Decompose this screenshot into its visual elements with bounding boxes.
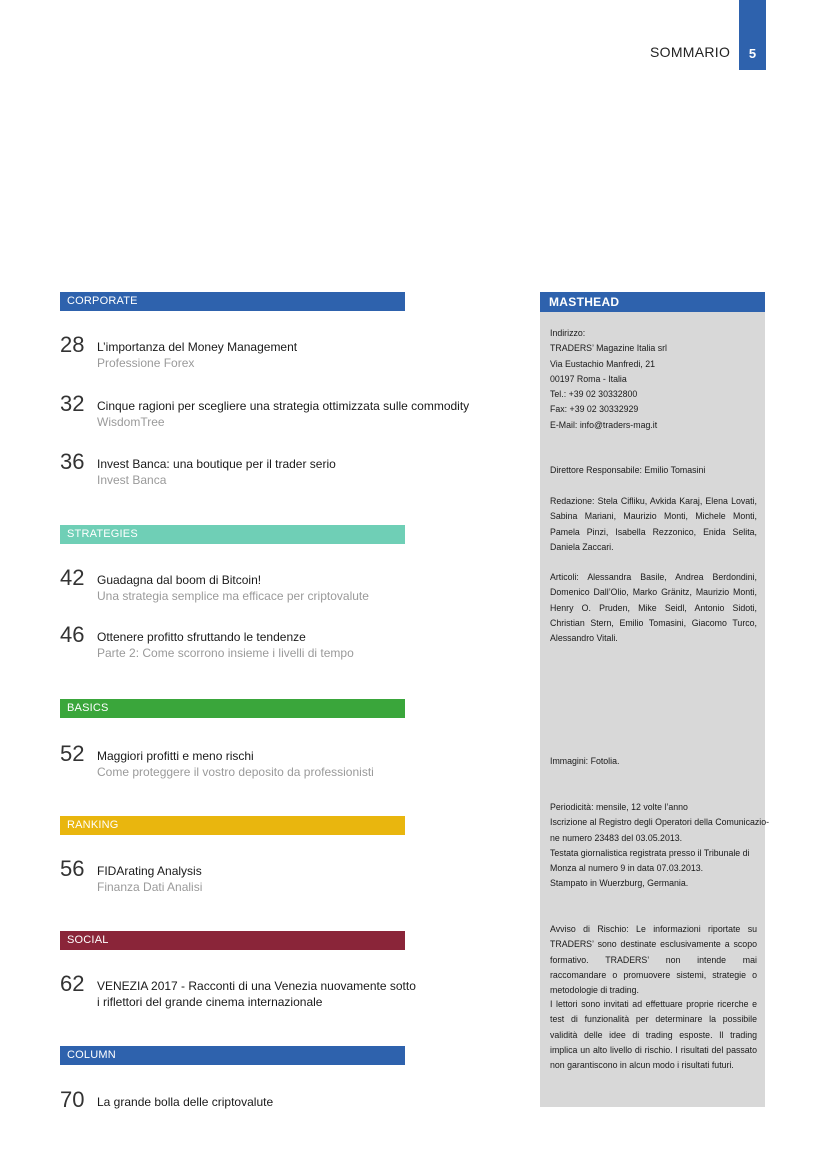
toc-title-line-2: i riflettori del grande cinema internazionale bbox=[97, 995, 323, 1009]
address-line: Via Eustachio Manfredi, 21 bbox=[550, 358, 655, 369]
page-number: 5 bbox=[748, 46, 757, 61]
toc-subtitle: Parte 2: Come scorrono insieme i livelli di tempo bbox=[97, 646, 354, 660]
masthead-lettori: I lettori sono invitati ad effettuare proprie ricerche e test di funzionalità per determinare la possibile validità delle idee di trading esposte. Il trading implica un alto livello di rischio. I risultati del passato non garantiscono in alcun modo i risultati futuri. bbox=[550, 999, 757, 1071]
masthead-articoli: Articoli: Alessandra Basile, Andrea Berdondini, Domenico Dall’Olio, Marko Gränitz, Maurizio Monti, Henry O. Pruden, Mike Seidl, Antonio Sidoti, Christian Stern, Emilio Tomasini, Giacomo Turco, Alessandro Vitali. bbox=[550, 572, 757, 644]
toc-page-number: 42 bbox=[60, 565, 85, 590]
toc-subtitle: WisdomTree bbox=[97, 415, 165, 429]
address-line: 00197 Roma - Italia bbox=[550, 373, 627, 384]
toc-title: La grande bolla delle criptovalute bbox=[97, 1095, 274, 1109]
periodicita-line: Periodicità: mensile, 12 volte l’anno bbox=[550, 802, 688, 812]
toc-title: Guadagna dal boom di Bitcoin! bbox=[97, 573, 262, 587]
masthead-title: MASTHEAD bbox=[540, 292, 765, 312]
toc-page-number: 36 bbox=[60, 449, 85, 474]
toc-title: L’importanza del Money Management bbox=[97, 340, 298, 354]
toc-subtitle: Come proteggere il vostro deposito da professionisti bbox=[97, 765, 374, 779]
periodicita-line: Testata giornalistica registrata presso il Tribunale di bbox=[550, 847, 750, 858]
toc-page-number: 32 bbox=[60, 391, 85, 416]
section-bar-strategies: STRATEGIES bbox=[60, 525, 405, 544]
toc-page-number: 62 bbox=[60, 971, 85, 996]
toc-title: FIDArating Analysis bbox=[97, 864, 202, 878]
section-bar-ranking: RANKING bbox=[60, 816, 405, 835]
toc-page-number: 28 bbox=[60, 332, 85, 357]
toc-page-number: 56 bbox=[60, 856, 85, 881]
toc-title: VENEZIA 2017 - Racconti di una Venezia nuovamente sotto bbox=[97, 979, 416, 993]
toc-subtitle: Finanza Dati Analisi bbox=[97, 880, 203, 894]
page-number-tab bbox=[739, 0, 766, 70]
page-section-title: SOMMARIO bbox=[650, 44, 731, 60]
address-line: TRADERS’ Magazine Italia srl bbox=[550, 343, 668, 354]
masthead-redazione: Redazione: Stela Cifliku, Avkida Karaj, Elena Lovati, Sabina Mariani, Maurizio Monti, Michele Monti, Pamela Pinzi, Isabella Rezzonico, Enida Selita, Daniela Zaccari. bbox=[550, 496, 757, 552]
masthead-director: Direttore Responsabile: Emilio Tomasini bbox=[550, 465, 706, 475]
section-bar-social: SOCIAL bbox=[60, 931, 405, 950]
section-bar-corporate: CORPORATE bbox=[60, 292, 405, 311]
email-link[interactable]: E-Mail: info@traders-mag.it bbox=[550, 419, 658, 430]
masthead-avviso: Avviso di Rischio: Le informazioni riportate su TRADERS’ sono destinate esclusivamente a scopo formativo. TRADERS’ non intende mai raccomandare o promuovere sistemi, strategie o metodologie di trading. bbox=[550, 924, 757, 996]
periodicita-line: Stampato in Wuerzburg, Germania. bbox=[550, 878, 689, 889]
toc-title: Cinque ragioni per scegliere una strategia ottimizzata sulle commodity bbox=[97, 399, 470, 413]
toc-page-number: 52 bbox=[60, 741, 85, 766]
toc-title: Ottenere profitto sfruttando le tendenze bbox=[97, 630, 306, 644]
section-bar-column: COLUMN bbox=[60, 1046, 405, 1065]
masthead-address bbox=[550, 326, 757, 433]
masthead-periodicita bbox=[550, 800, 770, 892]
periodicita-line: Iscrizione al Registro degli Operatori della Comunicazio- bbox=[550, 817, 770, 828]
address-line: Fax: +39 02 30332929 bbox=[550, 404, 639, 415]
periodicita-line: Monza al numero 9 in data 07.03.2013. bbox=[550, 863, 704, 874]
toc-subtitle: Invest Banca bbox=[97, 473, 167, 487]
masthead-panel bbox=[540, 292, 770, 1107]
toc-page-number: 46 bbox=[60, 622, 85, 647]
masthead-immagini: Immagini: Fotolia. bbox=[550, 756, 620, 766]
toc-title: Invest Banca: una boutique per il trader serio bbox=[97, 457, 336, 471]
address-line: Tel.: +39 02 30332800 bbox=[550, 389, 638, 400]
periodicita-line: ne numero 23483 del 03.05.2013. bbox=[550, 832, 683, 843]
toc-page-number: 70 bbox=[60, 1087, 85, 1112]
toc-title: Maggiori profitti e meno rischi bbox=[97, 749, 254, 763]
section-bar-basics: BASICS bbox=[60, 699, 405, 718]
toc-subtitle: Professione Forex bbox=[97, 356, 195, 370]
address-line: Indirizzo: bbox=[550, 328, 586, 338]
toc-subtitle: Una strategia semplice ma efficace per criptovalute bbox=[97, 589, 369, 603]
